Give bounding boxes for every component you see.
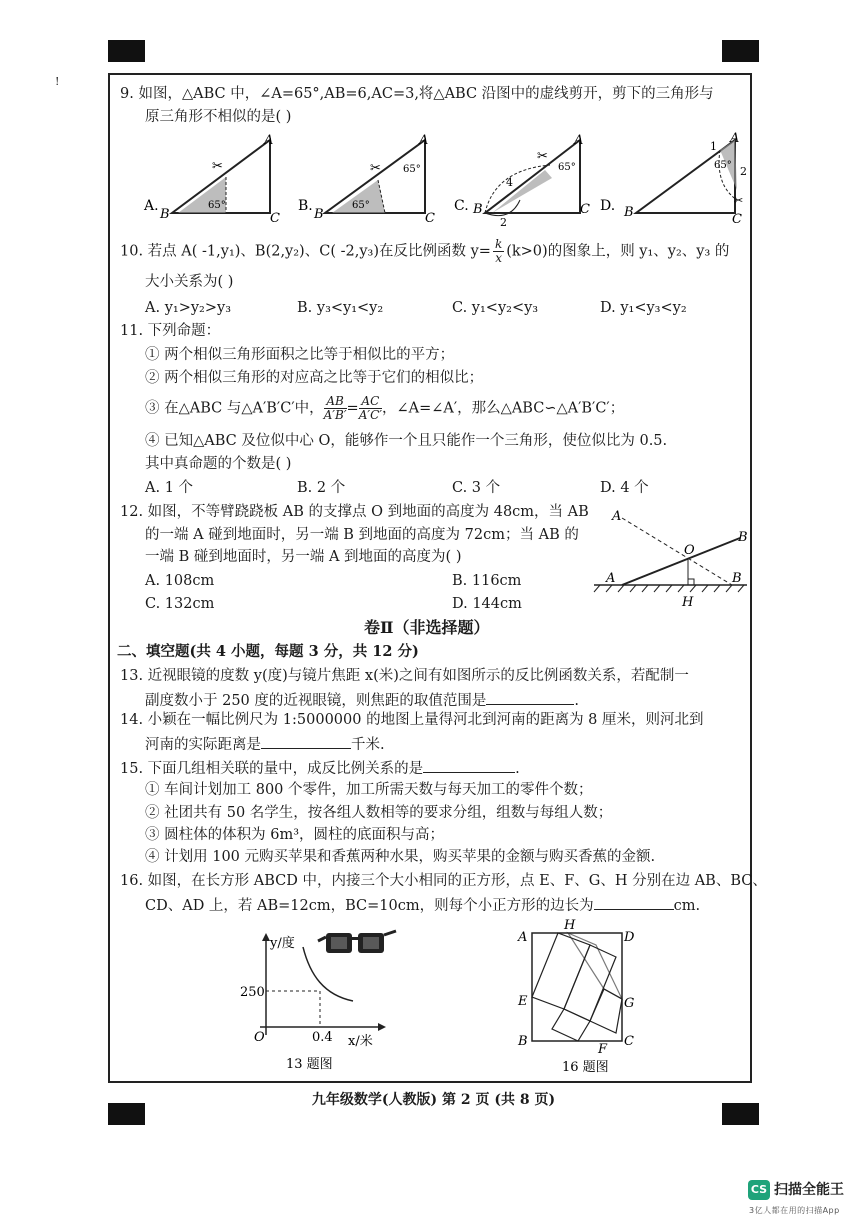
- q14-answer-blank[interactable]: [261, 734, 351, 749]
- q13-line2: 副度数小于 250 度的近视眼镜，则焦距的取值范围是 .: [145, 690, 579, 711]
- q11-item-4: ④ 已知△ABC 及位似中心 O，能够作一个且只能作一个三角形，使位似比为 0.5.: [145, 433, 668, 449]
- q15-item-1: ① 车间计划加工 800 个零件，加工所需天数与每天加工的零件个数；: [145, 782, 593, 798]
- q12-label-B-bottom: B: [732, 571, 742, 586]
- registration-mark-top-left: [108, 40, 145, 62]
- fig13-caption: 13 题图: [286, 1057, 333, 1072]
- q13-line1: 13. 近视眼镜的度数 y(度)与镜片焦距 x(米)之间有如图所示的反比例函数关系，若配制一: [120, 668, 689, 684]
- fig16-label-D: D: [624, 930, 635, 945]
- q16-answer-blank[interactable]: [594, 895, 674, 910]
- scissors-icon: ✂: [537, 149, 548, 164]
- q10-frac-den: x: [495, 251, 502, 265]
- q12-option-b: B. 116cm: [452, 573, 522, 589]
- fig16-label-C: C: [624, 1034, 634, 1049]
- scissors-icon: ✂: [370, 161, 381, 176]
- q9-c-angle: 65°: [558, 162, 576, 173]
- q12-label-H: H: [682, 595, 694, 610]
- q12-option-a: A. 108cm: [145, 573, 215, 589]
- section2-title: 卷Ⅱ（非选择题）: [364, 618, 490, 637]
- q9-stem-line1: 9. 如图，△ABC 中，∠A=65°,AB=6,AC=3,将△ABC 沿图中的虚线剪开，剪下的三角形与: [120, 86, 714, 102]
- q11-frac1-den: A′B′: [323, 408, 347, 422]
- q12-label-O: O: [684, 543, 695, 558]
- q16-line2: [145, 895, 700, 916]
- fig16-label-B: B: [518, 1034, 528, 1049]
- q9-c-letter: C.: [454, 198, 469, 214]
- glasses-icon: [318, 931, 396, 953]
- q9-c-label-C: C: [580, 202, 590, 217]
- q15-item-4: ④ 计划用 100 元购买苹果和香蕉两种水果，购买苹果的金额与购买香蕉的金额.: [145, 849, 656, 865]
- q9-a-angle: 65°: [208, 200, 226, 211]
- q10-stem-text: 10. 若点 A( -1,y₁)、B(2,y₂)、C( -2,y₃)在反比例函数 y=: [120, 243, 491, 260]
- q9-a-label-A: A: [264, 133, 274, 148]
- q16-line2-text: CD、AD 上，若 AB=12cm，BC=10cm，则每个小正方形的边长为: [145, 898, 594, 914]
- q9-c-len1: 4: [506, 176, 513, 189]
- q9-d-len1: 1: [710, 140, 717, 153]
- q14-unit: 千米.: [351, 737, 385, 753]
- q9-d-angle: 65°: [714, 160, 732, 171]
- q11-item3-post: ，∠A=∠A′，那么△ABC∽△A′B′C′；: [382, 400, 625, 417]
- q9-c-len2: 2: [500, 216, 507, 229]
- q12-label-A-top: A: [612, 509, 622, 524]
- q9-option-d: [600, 131, 747, 227]
- q16-unit: cm.: [673, 898, 701, 914]
- fig16-label-E: E: [518, 994, 528, 1009]
- fig13-graph: [228, 925, 398, 1075]
- fig16-caption: 16 题图: [562, 1060, 609, 1075]
- q9-a-label-C: C: [270, 211, 280, 226]
- q10-stem-tail: (k>0)的图象上，则 y₁、y₂、y₃ 的: [506, 243, 730, 260]
- fig13-x-tick: 0.4: [312, 1030, 333, 1045]
- q9-option-c: [454, 133, 590, 229]
- q16-line1: 16. 如图，在长方形 ABCD 中，内接三个大小相同的正方形，点 E、F、G、H 分别在边 AB、BC、: [120, 873, 767, 889]
- fig13-x-label: x/米: [348, 1034, 373, 1049]
- q9-option-b: [298, 133, 435, 226]
- q12-line1: 12. 如图，不等臂跷跷板 AB 的支撑点 O 到地面的高度为 48cm，当 AB: [120, 504, 589, 520]
- q9-a-label-B: B: [160, 207, 170, 222]
- fill-in-heading: 二、填空题(共 4 小题，每题 3 分，共 12 分): [117, 643, 419, 660]
- q12-option-d: D. 144cm: [452, 596, 522, 612]
- q11-item3-frac1: [324, 395, 347, 422]
- q9-a-letter: A.: [144, 198, 159, 214]
- q10-option-d: D. y₁<y₃<y₂: [600, 300, 687, 316]
- q11-option-a: A. 1 个: [145, 480, 194, 496]
- q12-label-B-top: B: [738, 530, 748, 545]
- q9-d-label-C: C: [732, 212, 742, 227]
- q15-answer-blank[interactable]: [423, 758, 515, 773]
- camscanner-name: 扫描全能王: [774, 1182, 844, 1198]
- q9-b-angle: 65°: [352, 200, 370, 211]
- q9-c-label-A: A: [574, 133, 584, 148]
- fig13-y-tick: 250: [240, 985, 265, 1000]
- q15-stem: 15. 下面几组相关联的量中，成反比例关系的是 .: [120, 758, 520, 779]
- fig13-origin: O: [254, 1030, 265, 1045]
- q9-b-label-C: C: [425, 211, 435, 226]
- q10-fraction: [493, 238, 504, 265]
- q9-d-label-A: A: [730, 131, 740, 146]
- q11-frac2-den: A′C′: [358, 408, 382, 422]
- q10-option-a: A. y₁>y₂>y₃: [145, 300, 232, 316]
- q11-question: 其中真命题的个数是( ): [145, 456, 292, 472]
- q9-option-a: [143, 133, 280, 226]
- q11-item-2: ② 两个相似三角形的对应高之比等于它们的相似比；: [145, 370, 484, 386]
- q14-line2: [145, 734, 385, 755]
- q12-option-c: C. 132cm: [145, 596, 215, 612]
- q11-item-1: ① 两个相似三角形面积之比等于相似比的平方；: [145, 347, 455, 363]
- q9-d-letter: D.: [600, 198, 616, 214]
- q9-figures: [140, 130, 750, 230]
- q15-item-3: ③ 圆柱体的体积为 6m³，圆柱的底面积与高；: [145, 827, 445, 843]
- q11-option-d: D. 4 个: [600, 480, 649, 496]
- q12-line3: 一端 B 碰到地面时，另一端 A 到地面的高度为( ): [145, 549, 462, 565]
- fig16-label-F: F: [598, 1042, 608, 1057]
- q9-d-label-B: B: [624, 205, 634, 220]
- q10-option-c: C. y₁<y₂<y₃: [452, 300, 539, 316]
- margin-mark: !: [55, 75, 60, 88]
- scissors-icon: ✂: [734, 194, 744, 207]
- camscanner-logo-icon: CS: [748, 1180, 770, 1200]
- q12-label-A-bottom: A: [606, 571, 616, 586]
- fig16-label-A: A: [518, 930, 528, 945]
- q11-item3-pre: ③ 在△ABC 与△A′B′C′中，: [145, 400, 324, 417]
- q11-frac2-num: AC: [359, 395, 382, 409]
- q13-line2-text: 副度数小于 250 度的近视眼镜，则焦距的取值范围是: [145, 693, 487, 709]
- q10-stem-line1: [120, 238, 729, 265]
- q9-b-angle-mark: 65°: [403, 164, 421, 175]
- q9-b-label-B: B: [314, 207, 324, 222]
- q15-stem-text: 15. 下面几组相关联的量中，成反比例关系的是: [120, 761, 424, 777]
- q11-item3-frac2: [359, 395, 382, 422]
- camscanner-tagline: 3亿人都在用的扫描App: [749, 1206, 840, 1215]
- q11-stem: 11. 下列命题：: [120, 323, 221, 339]
- registration-mark-top-right: [722, 40, 759, 62]
- q9-d-len2: 2: [740, 165, 747, 178]
- q11-option-b: B. 2 个: [297, 480, 346, 496]
- q14-line1: 14. 小颖在一幅比例尺为 1:5000000 的地图上量得河北到河南的距离为 8 厘米，则河北到: [120, 712, 704, 728]
- q10-option-b: B. y₃<y₁<y₂: [297, 300, 384, 316]
- q13-answer-blank[interactable]: [486, 690, 574, 705]
- q11-item-3: ③ 在△ABC 与△A′B′C′中， $\frac{AB}{A'B'}$ = $\frac{AC}{A'C'}$ ，∠A=∠A′，那么△ABC∽△A′B′C′；: [145, 394, 625, 422]
- q12-line2: 的一端 A 碰到地面时，另一端 B 到地面的高度为 72cm；当 AB 的: [145, 527, 579, 543]
- q9-c-label-B: B: [473, 202, 483, 217]
- q12-figure: [592, 500, 752, 615]
- q14-line2-text: 河南的实际距离是: [145, 737, 261, 753]
- q9-b-letter: B.: [298, 198, 313, 214]
- q10-stem-line2: 大小关系为( ): [145, 274, 234, 290]
- q10-frac-num: k: [494, 237, 503, 251]
- q11-option-c: C. 3 个: [452, 480, 501, 496]
- q15-item-2: ② 社团共有 50 名学生，按各组人数相等的要求分组，组数与每组人数；: [145, 805, 613, 821]
- fig13-y-label: y/度: [270, 936, 295, 951]
- scissors-icon: ✂: [212, 159, 223, 174]
- q9-stem-line2: 原三角形不相似的是( ): [145, 109, 292, 125]
- fig16-label-G: G: [624, 996, 635, 1011]
- fig16-label-H: H: [564, 918, 576, 933]
- q11-frac1-num: AB: [324, 395, 347, 409]
- fig16-figure: [512, 915, 642, 1075]
- q9-b-label-A: A: [419, 133, 429, 148]
- page-footer: 九年级数学(人教版) 第 2 页 (共 8 页): [311, 1092, 556, 1108]
